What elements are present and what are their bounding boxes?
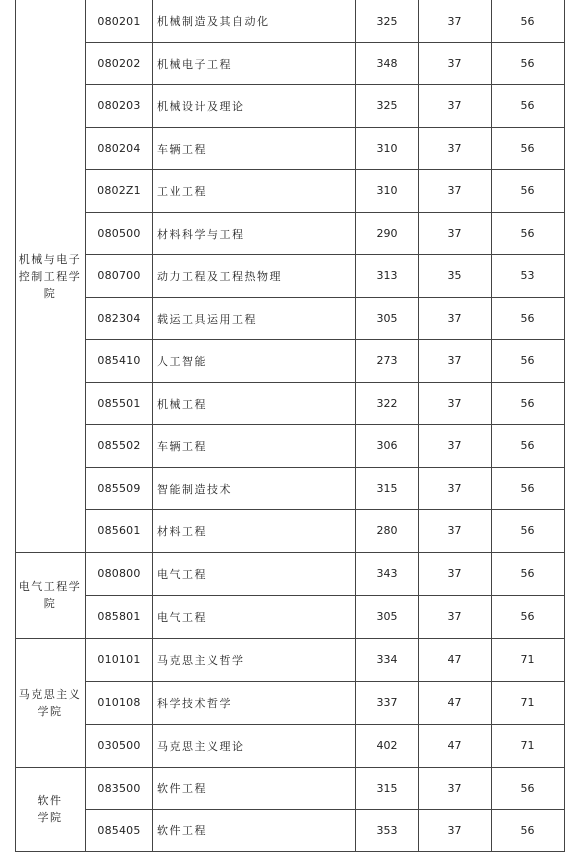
major-code: 080700 (97, 269, 141, 282)
major-name: 电气工程 (157, 567, 207, 581)
college-name-line: 机械与电子 (18, 252, 82, 266)
single-subject-score: 37 (447, 610, 462, 623)
total-score: 280 (376, 524, 398, 537)
major-name: 机械工程 (157, 397, 207, 411)
total-score: 310 (376, 184, 398, 197)
college-name (15, 0, 85, 552)
single-subject-score: 37 (447, 99, 462, 112)
major-name: 动力工程及工程热物理 (157, 269, 282, 283)
college-name-line: 学院 (37, 704, 63, 718)
major-name: 马克思主义哲学 (157, 653, 245, 667)
single-subject-score: 37 (447, 57, 462, 70)
single-subject-score: 37 (447, 312, 462, 325)
college-name-line: 控制工程学 (18, 269, 82, 283)
total-score: 325 (376, 99, 398, 112)
major-name: 人工智能 (157, 354, 207, 368)
major-name: 车辆工程 (157, 142, 207, 156)
multi-subject-score: 56 (520, 524, 535, 537)
major-name: 科学技术哲学 (157, 696, 232, 710)
single-subject-score: 37 (447, 567, 462, 580)
multi-subject-score: 56 (520, 14, 535, 28)
total-score: 310 (376, 142, 398, 155)
major-code: 080204 (97, 142, 141, 155)
multi-subject-score: 56 (520, 567, 535, 580)
major-code: 080500 (97, 227, 141, 240)
multi-subject-score: 56 (520, 184, 535, 197)
college-name-line: 院 (43, 286, 57, 300)
major-code: 080800 (97, 567, 141, 580)
single-subject-score: 47 (447, 739, 462, 752)
college-name (15, 552, 85, 638)
single-subject-score: 37 (447, 397, 462, 410)
college-name-line: 电气工程学 (18, 580, 82, 593)
single-subject-score: 37 (447, 184, 462, 197)
major-code: 085509 (97, 482, 141, 495)
total-score: 306 (376, 439, 398, 452)
major-name: 软件工程 (157, 782, 207, 795)
single-subject-score: 37 (447, 439, 462, 452)
single-subject-score: 37 (447, 823, 462, 837)
major-name: 机械设计及理论 (157, 99, 245, 113)
single-subject-score: 37 (447, 354, 462, 367)
major-code: 030500 (97, 739, 141, 752)
total-score: 325 (376, 14, 398, 28)
multi-subject-score: 56 (520, 57, 535, 70)
multi-subject-score: 56 (520, 439, 535, 452)
total-score: 402 (376, 739, 398, 752)
major-name: 材料工程 (157, 524, 207, 538)
single-subject-score: 37 (447, 227, 462, 240)
single-subject-score: 47 (447, 653, 462, 666)
multi-subject-score: 71 (520, 696, 535, 709)
major-name: 材料科学与工程 (157, 227, 245, 241)
total-score: 305 (376, 312, 398, 325)
multi-subject-score: 56 (520, 482, 535, 495)
major-code: 085801 (97, 610, 141, 623)
major-code: 080201 (97, 14, 141, 28)
multi-subject-score: 56 (520, 99, 535, 112)
multi-subject-score: 56 (520, 781, 535, 795)
major-name: 电气工程 (157, 610, 207, 624)
major-code: 0802Z1 (97, 184, 141, 197)
multi-subject-score: 56 (520, 823, 535, 837)
total-score: 353 (376, 823, 398, 837)
total-score: 334 (376, 653, 398, 666)
major-code: 085405 (97, 823, 141, 837)
multi-subject-score: 56 (520, 610, 535, 623)
college-name-line: 院 (43, 597, 57, 610)
major-name: 马克思主义理论 (157, 739, 245, 753)
multi-subject-score: 56 (520, 354, 535, 367)
multi-subject-score: 56 (520, 227, 535, 240)
college-name-line: 马克思主义 (18, 687, 82, 701)
college-name-line: 软件 (37, 794, 63, 807)
total-score: 348 (376, 57, 398, 70)
major-name: 软件工程 (157, 824, 207, 837)
major-name: 机械制造及其自动化 (157, 15, 270, 28)
major-code: 083500 (97, 781, 141, 795)
major-name: 智能制造技术 (157, 482, 232, 496)
major-code: 085502 (97, 439, 141, 452)
total-score: 337 (376, 696, 398, 709)
single-subject-score: 35 (447, 269, 462, 282)
college-name (15, 767, 85, 851)
major-code: 082304 (97, 312, 141, 325)
multi-subject-score: 56 (520, 142, 535, 155)
multi-subject-score: 56 (520, 397, 535, 410)
major-name: 载运工具运用工程 (157, 312, 257, 326)
total-score: 273 (376, 354, 398, 367)
college-name (15, 638, 85, 767)
total-score: 290 (376, 227, 398, 240)
major-name: 车辆工程 (157, 439, 207, 453)
major-code: 010101 (97, 653, 141, 666)
major-code: 085501 (97, 397, 141, 410)
major-code: 085410 (97, 354, 141, 367)
multi-subject-score: 71 (520, 739, 535, 752)
total-score: 313 (376, 269, 398, 282)
total-score: 315 (376, 781, 398, 795)
multi-subject-score: 53 (520, 269, 535, 282)
single-subject-score: 37 (447, 781, 462, 795)
single-subject-score: 37 (447, 142, 462, 155)
major-name: 机械电子工程 (157, 57, 232, 71)
single-subject-score: 37 (447, 14, 462, 28)
multi-subject-score: 71 (520, 653, 535, 666)
college-name-line: 学院 (37, 811, 63, 824)
total-score: 343 (376, 567, 398, 580)
single-subject-score: 37 (447, 482, 462, 495)
single-subject-score: 37 (447, 524, 462, 537)
major-code: 010108 (97, 696, 141, 709)
total-score: 315 (376, 482, 398, 495)
major-name: 工业工程 (157, 184, 207, 198)
multi-subject-score: 56 (520, 312, 535, 325)
major-code: 080203 (97, 99, 141, 112)
total-score: 322 (376, 397, 398, 410)
total-score: 305 (376, 610, 398, 623)
single-subject-score: 47 (447, 696, 462, 709)
major-code: 085601 (97, 524, 141, 537)
major-code: 080202 (97, 57, 141, 70)
